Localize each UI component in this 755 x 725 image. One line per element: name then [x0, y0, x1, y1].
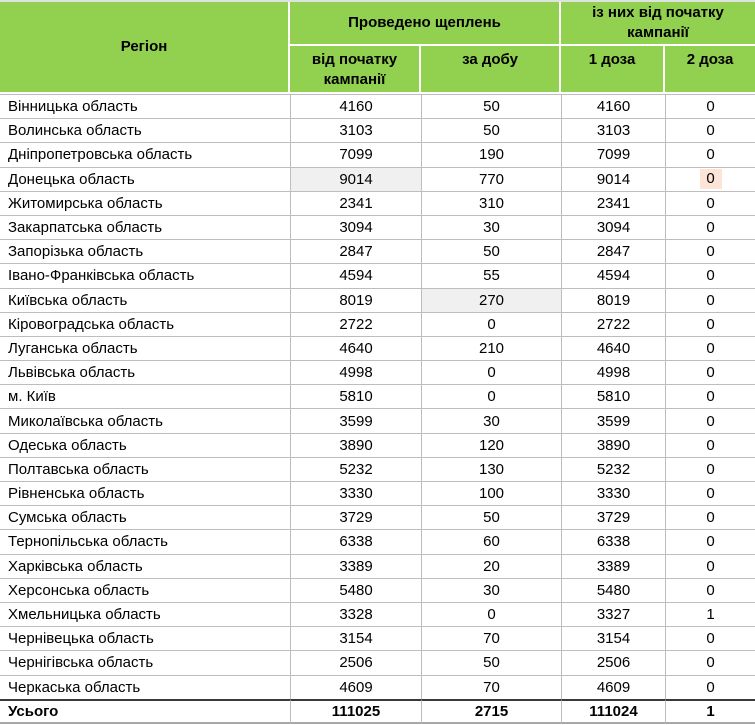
total-row	[0, 699, 755, 724]
cell-per-day: 30	[421, 408, 561, 432]
cell-dose2: 0	[665, 408, 755, 432]
cell-dose1: 3154	[561, 626, 665, 650]
cell-per-day: 100	[421, 481, 561, 505]
table-row	[0, 191, 755, 215]
cell-region: Сумська область	[0, 505, 290, 529]
cell-total-since-start: 3890	[290, 433, 421, 457]
table-row	[0, 650, 755, 674]
table-row	[0, 529, 755, 553]
cell-total-since-start: 4998	[290, 360, 421, 384]
cell-total-since-start: 4609	[290, 675, 421, 699]
cell-total-since-start: 3389	[290, 554, 421, 578]
cell-dose2: 0	[665, 529, 755, 553]
cell-dose2: 0	[665, 457, 755, 481]
cell-dose2: 0	[665, 263, 755, 287]
cell-dose2: 0	[665, 118, 755, 142]
cell-dose1: 5232	[561, 457, 665, 481]
table-row	[0, 675, 755, 699]
cell-total-since-start: 3103	[290, 118, 421, 142]
cell-region: Київська область	[0, 288, 290, 312]
cell-dose1: 7099	[561, 142, 665, 166]
column-header-total-since-start: від початку кампанії	[290, 46, 421, 94]
table-row	[0, 408, 755, 432]
header-group-row	[0, 2, 755, 46]
cell-dose2: 0	[665, 288, 755, 312]
cell-per-day: 120	[421, 433, 561, 457]
cell-per-day: 0	[421, 312, 561, 336]
cell-total-since-start: 3154	[290, 626, 421, 650]
cell-dose2: 0	[665, 142, 755, 166]
cell-per-day: 70	[421, 675, 561, 699]
highlighted-value: 0	[700, 169, 722, 189]
cell-total-since-start: 9014	[290, 167, 421, 191]
column-group-conducted-vaccinations: Проведено щеплень	[290, 2, 561, 46]
cell-total-since-start: 2722	[290, 312, 421, 336]
table-row	[0, 505, 755, 529]
cell-per-day: 770	[421, 167, 561, 191]
cell-per-day: 30	[421, 215, 561, 239]
table-row	[0, 288, 755, 312]
cell-total-since-start: 6338	[290, 529, 421, 553]
cell-per-day: 0	[421, 360, 561, 384]
cell-dose1: 8019	[561, 288, 665, 312]
table-row	[0, 142, 755, 166]
cell-dose1: 9014	[561, 167, 665, 191]
table-row	[0, 94, 755, 118]
cell-region: Волинська область	[0, 118, 290, 142]
table-row	[0, 457, 755, 481]
cell-region: Полтавська область	[0, 457, 290, 481]
cell-region: Закарпатська область	[0, 215, 290, 239]
table-footer	[0, 699, 755, 724]
cell-dose1: 5810	[561, 384, 665, 408]
cell-total-since-start: 2506	[290, 650, 421, 674]
cell-region: Житомирська область	[0, 191, 290, 215]
cell-region: м. Київ	[0, 384, 290, 408]
cell-dose1: 4160	[561, 94, 665, 118]
table-row	[0, 215, 755, 239]
cell-total-since-start: 3729	[290, 505, 421, 529]
cell-dose2: 0	[665, 554, 755, 578]
cell-total-since-start: 3330	[290, 481, 421, 505]
cell-dose2: 0	[665, 191, 755, 215]
cell-per-day: 130	[421, 457, 561, 481]
cell-dose2: 0	[665, 578, 755, 602]
table-row	[0, 118, 755, 142]
cell-dose2: 0	[665, 675, 755, 699]
total-cell-daily: 2715	[421, 699, 561, 724]
total-cell-total: 111025	[290, 699, 421, 724]
cell-dose2: 0	[665, 312, 755, 336]
cell-per-day: 50	[421, 94, 561, 118]
cell-dose1: 3094	[561, 215, 665, 239]
cell-region: Дніпропетровська область	[0, 142, 290, 166]
cell-total-since-start: 5810	[290, 384, 421, 408]
column-header-dose2: 2 доза	[665, 46, 755, 94]
cell-total-since-start: 4160	[290, 94, 421, 118]
cell-region: Івано-Франківська область	[0, 263, 290, 287]
cell-dose2: 0	[665, 505, 755, 529]
table-row	[0, 360, 755, 384]
cell-dose2: 0	[665, 94, 755, 118]
cell-dose2: 0	[665, 215, 755, 239]
cell-dose2: 0	[665, 384, 755, 408]
cell-dose1: 3103	[561, 118, 665, 142]
table-row	[0, 312, 755, 336]
cell-per-day: 55	[421, 263, 561, 287]
cell-total-since-start: 5480	[290, 578, 421, 602]
cell-region: Луганська область	[0, 336, 290, 360]
cell-dose2: 0	[665, 336, 755, 360]
table-row	[0, 602, 755, 626]
table-row	[0, 481, 755, 505]
cell-total-since-start: 2341	[290, 191, 421, 215]
table-row	[0, 239, 755, 263]
table-body	[0, 94, 755, 699]
cell-region: Запорізька область	[0, 239, 290, 263]
cell-dose1: 4998	[561, 360, 665, 384]
column-header-region: Регіон	[0, 2, 290, 94]
table-row	[0, 336, 755, 360]
cell-dose2: 0	[665, 239, 755, 263]
cell-region: Кіровоградська область	[0, 312, 290, 336]
cell-dose1: 4609	[561, 675, 665, 699]
cell-total-since-start: 8019	[290, 288, 421, 312]
cell-dose1: 2847	[561, 239, 665, 263]
cell-region: Львівська область	[0, 360, 290, 384]
cell-dose1: 3599	[561, 408, 665, 432]
cell-region: Вінницька область	[0, 94, 290, 118]
cell-region: Одеська область	[0, 433, 290, 457]
cell-total-since-start: 3094	[290, 215, 421, 239]
cell-dose1: 6338	[561, 529, 665, 553]
cell-dose1: 3729	[561, 505, 665, 529]
cell-region: Чернівецька область	[0, 626, 290, 650]
cell-dose1: 3330	[561, 481, 665, 505]
cell-dose1: 5480	[561, 578, 665, 602]
total-cell-dose1: 111024	[561, 699, 665, 724]
column-group-from-campaign-start: із них від початку кампанії	[561, 2, 755, 46]
cell-per-day: 310	[421, 191, 561, 215]
cell-per-day: 210	[421, 336, 561, 360]
table-row	[0, 554, 755, 578]
cell-total-since-start: 5232	[290, 457, 421, 481]
table-row	[0, 384, 755, 408]
cell-dose2: 0	[665, 481, 755, 505]
total-label: Усього	[0, 699, 290, 724]
cell-total-since-start: 7099	[290, 142, 421, 166]
cell-per-day: 50	[421, 118, 561, 142]
cell-per-day: 0	[421, 384, 561, 408]
cell-per-day: 270	[421, 288, 561, 312]
cell-region: Черкаська область	[0, 675, 290, 699]
cell-dose1: 4594	[561, 263, 665, 287]
cell-dose2: 0	[665, 650, 755, 674]
cell-per-day: 30	[421, 578, 561, 602]
cell-total-since-start: 3328	[290, 602, 421, 626]
table-row	[0, 263, 755, 287]
cell-region: Харківська область	[0, 554, 290, 578]
table-row	[0, 626, 755, 650]
cell-total-since-start: 4594	[290, 263, 421, 287]
cell-total-since-start: 4640	[290, 336, 421, 360]
cell-per-day: 190	[421, 142, 561, 166]
cell-dose2: 0	[665, 433, 755, 457]
cell-dose1: 3389	[561, 554, 665, 578]
cell-dose2: 0	[665, 360, 755, 384]
vaccination-table	[0, 2, 755, 724]
table-row	[0, 433, 755, 457]
cell-per-day: 50	[421, 239, 561, 263]
cell-region: Херсонська область	[0, 578, 290, 602]
cell-dose2: 1	[665, 602, 755, 626]
total-cell-dose2: 1	[665, 699, 755, 724]
column-header-dose1: 1 доза	[561, 46, 665, 94]
cell-per-day: 70	[421, 626, 561, 650]
cell-region: Донецька область	[0, 167, 290, 191]
cell-dose2: 0	[665, 626, 755, 650]
cell-total-since-start: 2847	[290, 239, 421, 263]
cell-per-day: 50	[421, 505, 561, 529]
cell-total-since-start: 3599	[290, 408, 421, 432]
cell-per-day: 0	[421, 602, 561, 626]
cell-dose1: 3327	[561, 602, 665, 626]
column-header-per-day: за добу	[421, 46, 561, 94]
cell-per-day: 20	[421, 554, 561, 578]
cell-dose1: 4640	[561, 336, 665, 360]
cell-dose2	[665, 167, 755, 191]
cell-region: Миколаївська область	[0, 408, 290, 432]
cell-dose1: 2341	[561, 191, 665, 215]
cell-dose1: 3890	[561, 433, 665, 457]
cell-region: Тернопільська область	[0, 529, 290, 553]
table-header	[0, 2, 755, 94]
cell-dose1: 2722	[561, 312, 665, 336]
cell-region: Хмельницька область	[0, 602, 290, 626]
cell-region: Чернігівська область	[0, 650, 290, 674]
table-row	[0, 578, 755, 602]
table-row	[0, 167, 755, 191]
cell-dose1: 2506	[561, 650, 665, 674]
cell-region: Рівненська область	[0, 481, 290, 505]
cell-per-day: 50	[421, 650, 561, 674]
cell-per-day: 60	[421, 529, 561, 553]
